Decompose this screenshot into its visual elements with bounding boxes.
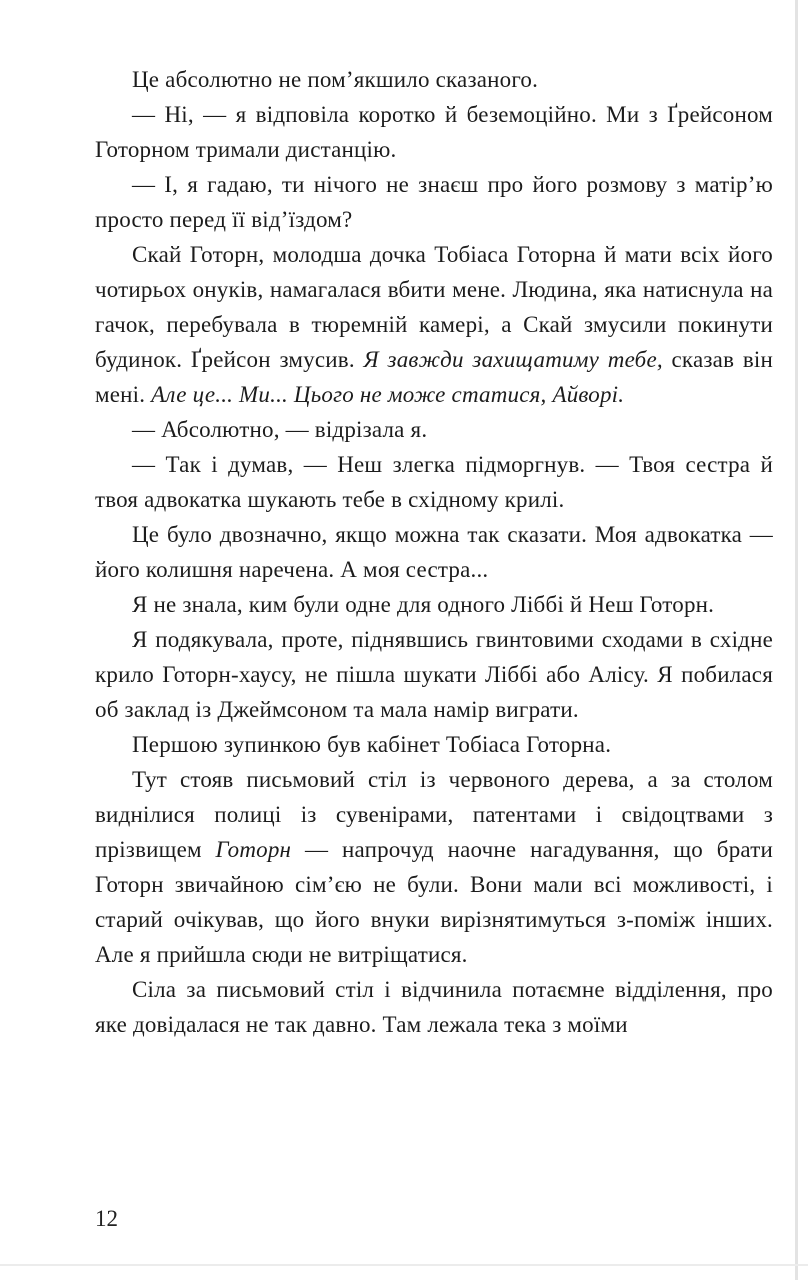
- page-number: 12: [95, 1206, 118, 1231]
- text-run: — Ні, — я відповіла коротко й беземоційно. Ми з Ґрейсоном Готорном тримали дистанцію.: [95, 102, 773, 162]
- paragraph: [95, 972, 773, 1042]
- paragraph: [95, 447, 773, 517]
- scan-edge-right: [795, 0, 798, 1280]
- paragraph: [95, 622, 773, 727]
- italic-run: Готорн: [215, 837, 292, 862]
- text-run: Я не знала, ким були одне для одного Ліббі й Неш Готорн.: [132, 592, 715, 617]
- paragraph: [95, 762, 773, 972]
- text-run: — Абсолютно, — відрізала я.: [132, 417, 428, 442]
- italic-run: Але це... Ми... Цього не може статися, Айворі.: [151, 382, 625, 407]
- text-run: Сіла за письмовий стіл і відчинила потаємне відділення, про яке довідалася не так давно. Там лежала тека з моїми: [95, 977, 773, 1037]
- text-run: Це було двозначно, якщо можна так сказати. Моя адвокатка — його колишня наречена. А моя сестра...: [95, 522, 773, 582]
- text-run: Першою зупинкою був кабінет Тобіаса Готорна.: [132, 732, 612, 757]
- text-run: Скай Готорн, молодша дочка Тобіаса Готорна й мати всіх його чотирьох онуків, намагалася вбити мене. Людина, яка натиснула на гачок, перебувала в тюремній камері, а Скай змусили покинути будинок. Ґрейсон змусив.: [95, 242, 773, 372]
- paragraph: [95, 517, 773, 587]
- text-run: — напрочуд наочне нагадування, що брати Готорн звичайною сім’єю не були. Вони мали всі можливості, і старий очікував, що його внуки вирізнятимуться з-поміж інших. Але я прийшла сюди не витріщатися.: [95, 837, 773, 967]
- text-block: [95, 62, 773, 1042]
- paragraph: [95, 237, 773, 412]
- paragraph: [95, 167, 773, 237]
- text-run: сказав він мені.: [95, 347, 773, 407]
- text-run: Я подякувала, проте, піднявшись гвинтовими сходами в східне крило Готорн-хаусу, не пішла шукати Ліббі або Алісу. Я побилася об заклад із Джеймсоном та мала намір виграти.: [95, 627, 773, 722]
- text-run: — Так і думав, — Неш злегка підморгнув. — Твоя сестра й твоя адвокатка шукають тебе в східному крилі.: [95, 452, 773, 512]
- text-run: Це абсолютно не пом’якшило сказаного.: [132, 67, 539, 92]
- paragraph: [95, 62, 773, 97]
- scan-edge-bottom: [0, 1264, 808, 1266]
- text-run: Тут стояв письмовий стіл із червоного дерева, а за столом виднілися полиці із сувенірами, патентами і свідоцтвами з прізвищем: [95, 767, 773, 862]
- paragraph: [95, 587, 773, 622]
- paragraph: [95, 412, 773, 447]
- paragraph: [95, 727, 773, 762]
- italic-run: Я завжди захищатиму тебе,: [363, 347, 663, 372]
- text-run: — І, я гадаю, ти нічого не знаєш про його розмову з матір’ю просто перед її від’їздом?: [95, 172, 773, 232]
- paragraph: [95, 97, 773, 167]
